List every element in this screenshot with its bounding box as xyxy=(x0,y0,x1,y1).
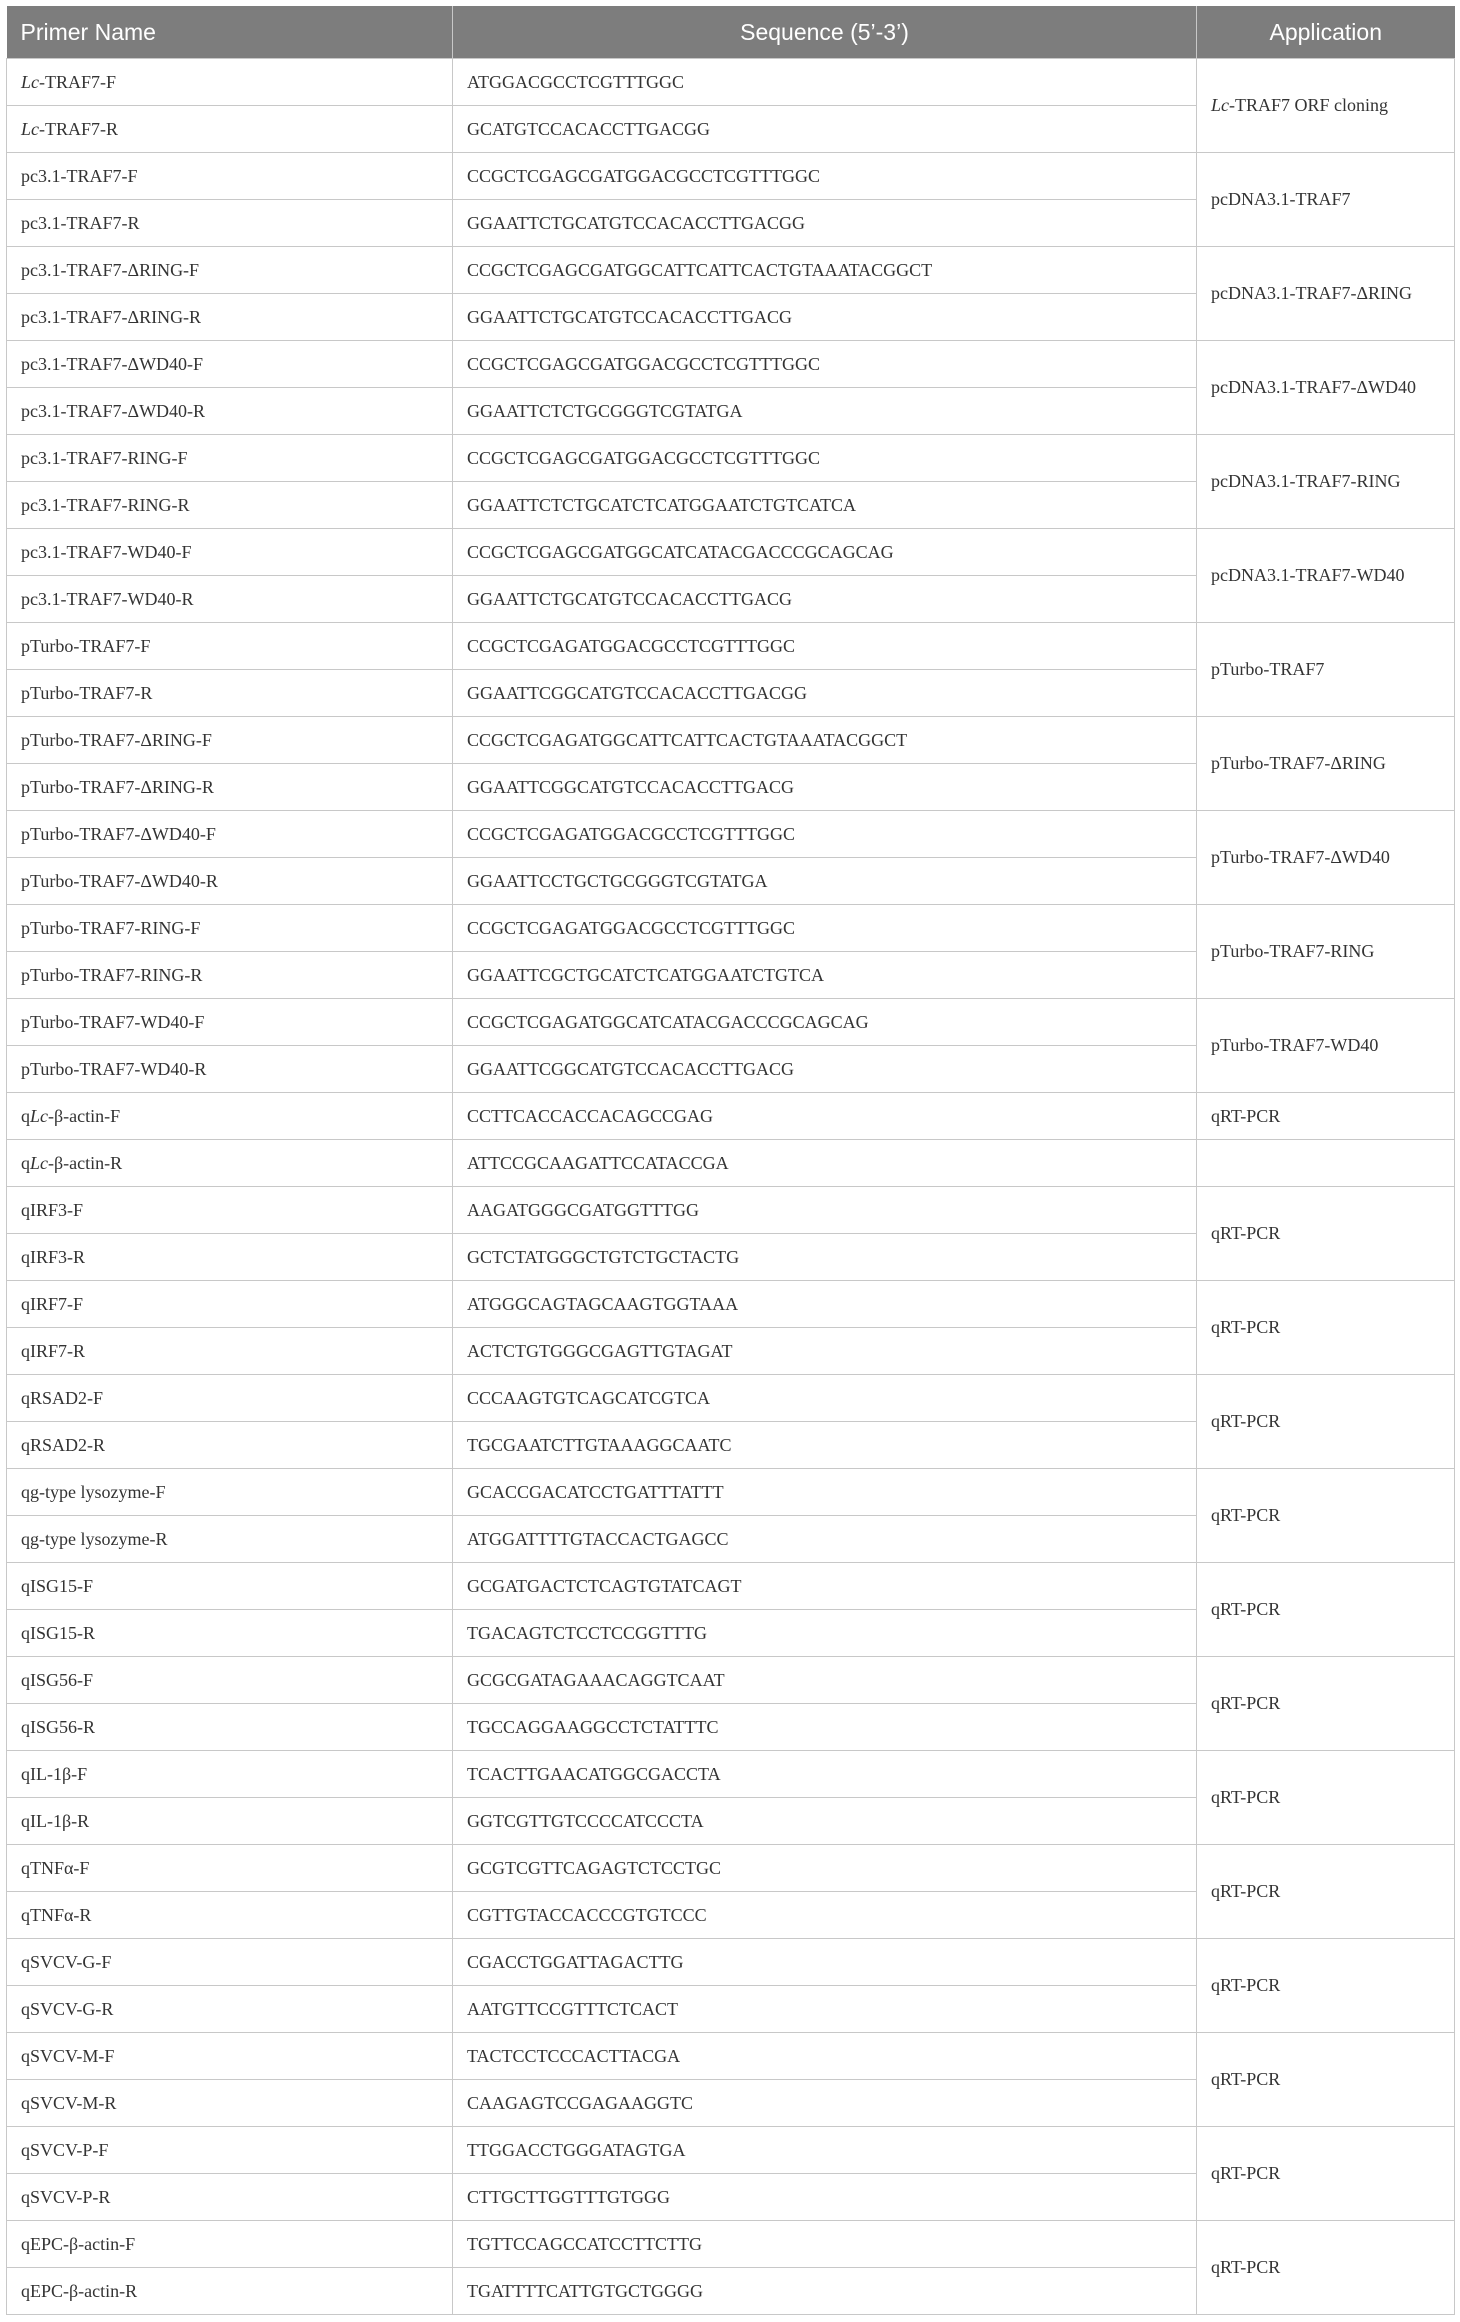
table-row xyxy=(7,59,1455,106)
primer-name-text: qRSAD2-F xyxy=(21,1387,104,1408)
application-text: qRT-PCR xyxy=(1211,1881,1281,1901)
application-text: -TRAF7 ORF cloning xyxy=(1229,95,1389,115)
primer-name-cell xyxy=(7,764,453,811)
primer-name-cell xyxy=(7,59,453,106)
primer-name-text: qISG56-R xyxy=(21,1716,96,1737)
primer-name-text: -β-actin-R xyxy=(48,1152,123,1173)
primer-name-cell xyxy=(7,717,453,764)
primer-name-cell xyxy=(7,2033,453,2080)
primer-name-cell xyxy=(7,341,453,388)
application-text: qRT-PCR xyxy=(1211,2163,1281,2183)
application-text: pTurbo-TRAF7-ΔWD40 xyxy=(1211,847,1390,867)
primer-name-cell xyxy=(7,153,453,200)
table-row xyxy=(7,1657,1455,1704)
application-text: pTurbo-TRAF7 xyxy=(1211,659,1325,679)
primer-name-text: qIRF3-R xyxy=(21,1246,86,1267)
sequence-cell: ATGGACGCCTCGTTTGGC xyxy=(453,59,1197,106)
primer-name-cell xyxy=(7,1986,453,2033)
table-row xyxy=(7,1281,1455,1328)
primer-name-text: -TRAF7-R xyxy=(39,118,119,139)
application-cell xyxy=(1197,1939,1455,2033)
sequence-cell: TCACTTGAACATGGCGACCTA xyxy=(453,1751,1197,1798)
sequence-cell: CCGCTCGAGATGGACGCCTCGTTTGGC xyxy=(453,905,1197,952)
primer-name-cell xyxy=(7,1657,453,1704)
table-row xyxy=(7,811,1455,858)
application-text: qRT-PCR xyxy=(1211,1317,1281,1337)
table-row xyxy=(7,1845,1455,1892)
primer-name-species: Lc xyxy=(30,1152,48,1173)
primer-name-cell xyxy=(7,670,453,717)
primer-name-cell xyxy=(7,1375,453,1422)
sequence-cell: GGAATTCTCTGCATCTCATGGAATCTGTCATCA xyxy=(453,482,1197,529)
application-text: pcDNA3.1-TRAF7-ΔWD40 xyxy=(1211,377,1417,397)
primer-name-cell xyxy=(7,1704,453,1751)
sequence-cell: CCGCTCGAGCGATGGCATCATACGACCCGCAGCAG xyxy=(453,529,1197,576)
primer-name-text: qSVCV-P-R xyxy=(21,2186,111,2207)
primer-name-text: pTurbo-TRAF7-RING-F xyxy=(21,917,201,938)
primer-name-cell xyxy=(7,1281,453,1328)
primer-name-species: Lc xyxy=(21,71,39,92)
primer-name-cell xyxy=(7,2127,453,2174)
primer-name-text: pTurbo-TRAF7-ΔRING-F xyxy=(21,729,212,750)
primer-name-cell xyxy=(7,1422,453,1469)
primer-name-text: pc3.1-TRAF7-F xyxy=(21,165,138,186)
application-text: qRT-PCR xyxy=(1211,1787,1281,1807)
sequence-cell: GGAATTCGGCATGTCCACACCTTGACGG xyxy=(453,670,1197,717)
primer-name-text: qTNFα-F xyxy=(21,1857,90,1878)
table-row xyxy=(7,2033,1455,2080)
column-header-sequence: Sequence (5’-3’) xyxy=(453,6,1197,59)
sequence-cell: TGATTTTCATTGTGCTGGGG xyxy=(453,2268,1197,2315)
application-cell xyxy=(1197,1751,1455,1845)
primer-name-text: qIL-1β-R xyxy=(21,1810,90,1831)
primer-name-text: pc3.1-TRAF7-WD40-R xyxy=(21,588,194,609)
primer-name-text: pc3.1-TRAF7-ΔRING-R xyxy=(21,306,202,327)
column-header-application: Application xyxy=(1197,6,1455,59)
sequence-cell: TGTTCCAGCCATCCTTCTTG xyxy=(453,2221,1197,2268)
primer-name-text: qg-type lysozyme-R xyxy=(21,1528,168,1549)
sequence-cell: CTTGCTTGGTTTGTGGG xyxy=(453,2174,1197,2221)
primer-name-text: qISG15-R xyxy=(21,1622,96,1643)
sequence-cell: GCATGTCCACACCTTGACGG xyxy=(453,106,1197,153)
sequence-cell: ACTCTGTGGGCGAGTTGTAGAT xyxy=(453,1328,1197,1375)
primer-name-text: qSVCV-G-R xyxy=(21,1998,114,2019)
application-cell xyxy=(1197,59,1455,153)
sequence-cell: GGAATTCTGCATGTCCACACCTTGACG xyxy=(453,576,1197,623)
sequence-cell: CGTTGTACCACCCGTGTCCC xyxy=(453,1892,1197,1939)
application-cell xyxy=(1197,905,1455,999)
application-text: qRT-PCR xyxy=(1211,1411,1281,1431)
primer-table xyxy=(6,6,1455,2315)
sequence-cell: TGCCAGGAAGGCCTCTATTTC xyxy=(453,1704,1197,1751)
table-row xyxy=(7,1469,1455,1516)
primer-name-prefix: q xyxy=(21,1105,30,1126)
sequence-cell: GCGTCGTTCAGAGTCTCCTGC xyxy=(453,1845,1197,1892)
primer-name-cell xyxy=(7,1751,453,1798)
sequence-cell: GGAATTCGGCATGTCCACACCTTGACG xyxy=(453,764,1197,811)
application-cell xyxy=(1197,2033,1455,2127)
primer-name-text: qg-type lysozyme-F xyxy=(21,1481,166,1502)
application-text: qRT-PCR xyxy=(1211,1505,1281,1525)
table-row xyxy=(7,905,1455,952)
application-cell xyxy=(1197,1375,1455,1469)
primer-name-cell xyxy=(7,811,453,858)
primer-name-text: -TRAF7-F xyxy=(39,71,117,92)
application-cell xyxy=(1197,1469,1455,1563)
table-row xyxy=(7,341,1455,388)
application-cell xyxy=(1197,1187,1455,1281)
primer-name-cell xyxy=(7,1610,453,1657)
application-text: pcDNA3.1-TRAF7-ΔRING xyxy=(1211,283,1413,303)
primer-name-text: pc3.1-TRAF7-ΔWD40-R xyxy=(21,400,206,421)
table-row xyxy=(7,999,1455,1046)
application-cell xyxy=(1197,529,1455,623)
table-row xyxy=(7,1751,1455,1798)
primer-name-cell xyxy=(7,1939,453,1986)
primer-name-cell xyxy=(7,1845,453,1892)
application-text: pcDNA3.1-TRAF7-WD40 xyxy=(1211,565,1405,585)
table-row xyxy=(7,1375,1455,1422)
primer-name-text: pTurbo-TRAF7-ΔRING-R xyxy=(21,776,214,797)
sequence-cell: TTGGACCTGGGATAGTGA xyxy=(453,2127,1197,2174)
sequence-cell: CGACCTGGATTAGACTTG xyxy=(453,1939,1197,1986)
primer-name-cell xyxy=(7,1046,453,1093)
application-cell xyxy=(1197,623,1455,717)
application-text: qRT-PCR xyxy=(1211,1599,1281,1619)
sequence-cell: CCGCTCGAGATGGCATCATACGACCCGCAGCAG xyxy=(453,999,1197,1046)
sequence-cell: CCCAAGTGTCAGCATCGTCA xyxy=(453,1375,1197,1422)
application-cell xyxy=(1197,2127,1455,2221)
primer-name-cell xyxy=(7,482,453,529)
primer-name-species: Lc xyxy=(21,118,39,139)
application-cell xyxy=(1197,999,1455,1093)
primer-name-text: pc3.1-TRAF7-RING-F xyxy=(21,447,188,468)
sequence-cell: ATGGATTTTGTACCACTGAGCC xyxy=(453,1516,1197,1563)
application-text: qRT-PCR xyxy=(1211,2069,1281,2089)
sequence-cell: GGTCGTTGTCCCCATCCCTA xyxy=(453,1798,1197,1845)
primer-name-text: qSVCV-G-F xyxy=(21,1951,112,1972)
primer-name-cell xyxy=(7,1187,453,1234)
primer-name-text: qIRF7-F xyxy=(21,1293,84,1314)
primer-name-cell xyxy=(7,1563,453,1610)
application-text: pcDNA3.1-TRAF7 xyxy=(1211,189,1351,209)
application-text: qRT-PCR xyxy=(1211,2257,1281,2277)
primer-name-cell xyxy=(7,858,453,905)
primer-name-cell xyxy=(7,952,453,999)
sequence-cell: AATGTTCCGTTTCTCACT xyxy=(453,1986,1197,2033)
table-body xyxy=(7,59,1455,2315)
primer-name-text: qRSAD2-R xyxy=(21,1434,106,1455)
primer-name-cell xyxy=(7,1234,453,1281)
table-row xyxy=(7,1563,1455,1610)
primer-name-cell xyxy=(7,435,453,482)
primer-name-text: qEPC-β-actin-F xyxy=(21,2233,136,2254)
primer-name-cell xyxy=(7,388,453,435)
column-header-primer-name: Primer Name xyxy=(7,6,453,59)
primer-name-cell xyxy=(7,2221,453,2268)
primer-name-text: pTurbo-TRAF7-ΔWD40-R xyxy=(21,870,218,891)
primer-name-text: pc3.1-TRAF7-WD40-F xyxy=(21,541,192,562)
application-cell xyxy=(1197,2221,1455,2315)
application-cell xyxy=(1197,341,1455,435)
table-header-row xyxy=(7,6,1455,59)
primer-name-text: pTurbo-TRAF7-F xyxy=(21,635,151,656)
primer-name-cell xyxy=(7,247,453,294)
table-row xyxy=(7,1093,1455,1140)
sequence-cell: GCACCGACATCCTGATTTATTT xyxy=(453,1469,1197,1516)
application-cell xyxy=(1197,1140,1455,1187)
primer-name-cell xyxy=(7,576,453,623)
primer-name-cell xyxy=(7,529,453,576)
primer-name-cell xyxy=(7,1469,453,1516)
sequence-cell: CCGCTCGAGATGGACGCCTCGTTTGGC xyxy=(453,623,1197,670)
primer-name-text: qEPC-β-actin-R xyxy=(21,2280,138,2301)
primer-name-text: pTurbo-TRAF7-WD40-R xyxy=(21,1058,207,1079)
primer-name-prefix: q xyxy=(21,1152,30,1173)
primer-name-cell xyxy=(7,623,453,670)
primer-name-text: qTNFα-R xyxy=(21,1904,92,1925)
sequence-cell: GGAATTCTCTGCGGGTCGTATGA xyxy=(453,388,1197,435)
sequence-cell: CCGCTCGAGCGATGGACGCCTCGTTTGGC xyxy=(453,341,1197,388)
sequence-cell: GGAATTCTGCATGTCCACACCTTGACGG xyxy=(453,200,1197,247)
primer-name-cell xyxy=(7,2268,453,2315)
primer-name-text: qSVCV-P-F xyxy=(21,2139,109,2160)
primer-table-container xyxy=(6,6,1454,2315)
sequence-cell: ATTCCGCAAGATTCCATACCGA xyxy=(453,1140,1197,1187)
primer-name-cell xyxy=(7,1798,453,1845)
application-text: pTurbo-TRAF7-RING xyxy=(1211,941,1375,961)
sequence-cell: GGAATTCCTGCTGCGGGTCGTATGA xyxy=(453,858,1197,905)
table-row xyxy=(7,1187,1455,1234)
application-text: pcDNA3.1-TRAF7-RING xyxy=(1211,471,1401,491)
application-cell xyxy=(1197,1093,1455,1140)
sequence-cell: CAAGAGTCCGAGAAGGTC xyxy=(453,2080,1197,2127)
primer-name-cell xyxy=(7,1140,453,1187)
application-cell xyxy=(1197,153,1455,247)
primer-name-text: pTurbo-TRAF7-ΔWD40-F xyxy=(21,823,216,844)
primer-name-cell xyxy=(7,1093,453,1140)
primer-name-text: pc3.1-TRAF7-ΔRING-F xyxy=(21,259,200,280)
sequence-cell: CCGCTCGAGCGATGGACGCCTCGTTTGGC xyxy=(453,153,1197,200)
application-text: qRT-PCR xyxy=(1211,1223,1281,1243)
application-cell xyxy=(1197,1281,1455,1375)
primer-name-text: pc3.1-TRAF7-ΔWD40-F xyxy=(21,353,204,374)
primer-name-text: qSVCV-M-F xyxy=(21,2045,115,2066)
primer-name-cell xyxy=(7,1892,453,1939)
primer-name-text: -β-actin-F xyxy=(48,1105,121,1126)
sequence-cell: GGAATTCGGCATGTCCACACCTTGACG xyxy=(453,1046,1197,1093)
application-text: qRT-PCR xyxy=(1211,1693,1281,1713)
table-row xyxy=(7,2127,1455,2174)
primer-name-text: qIRF3-F xyxy=(21,1199,84,1220)
application-cell xyxy=(1197,1563,1455,1657)
sequence-cell: TGCGAATCTTGTAAAGGCAATC xyxy=(453,1422,1197,1469)
table-row xyxy=(7,529,1455,576)
primer-name-cell xyxy=(7,2174,453,2221)
sequence-cell: TGACAGTCTCCTCCGGTTTG xyxy=(453,1610,1197,1657)
primer-name-text: qIL-1β-F xyxy=(21,1763,88,1784)
application-text: qRT-PCR xyxy=(1211,1105,1281,1126)
table-row xyxy=(7,247,1455,294)
sequence-cell: CCGCTCGAGCGATGGCATTCATTCACTGTAAATACGGCT xyxy=(453,247,1197,294)
application-cell xyxy=(1197,717,1455,811)
primer-name-text: pTurbo-TRAF7-R xyxy=(21,682,153,703)
sequence-cell: GCTCTATGGGCTGTCTGCTACTG xyxy=(453,1234,1197,1281)
sequence-cell: CCGCTCGAGATGGCATTCATTCACTGTAAATACGGCT xyxy=(453,717,1197,764)
application-cell xyxy=(1197,1657,1455,1751)
table-row xyxy=(7,1939,1455,1986)
sequence-cell: TACTCCTCCCACTTACGA xyxy=(453,2033,1197,2080)
application-text: pTurbo-TRAF7-WD40 xyxy=(1211,1035,1379,1055)
application-cell xyxy=(1197,1845,1455,1939)
sequence-cell: GCGCGATAGAAACAGGTCAAT xyxy=(453,1657,1197,1704)
primer-name-text: pc3.1-TRAF7-R xyxy=(21,212,140,233)
sequence-cell: CCTTCACCACCACAGCCGAG xyxy=(453,1093,1197,1140)
table-row xyxy=(7,1140,1455,1187)
application-text: qRT-PCR xyxy=(1211,1975,1281,1995)
primer-name-text: qISG15-F xyxy=(21,1575,94,1596)
primer-name-text: pTurbo-TRAF7-RING-R xyxy=(21,964,203,985)
sequence-cell: CCGCTCGAGCGATGGACGCCTCGTTTGGC xyxy=(453,435,1197,482)
primer-name-cell xyxy=(7,905,453,952)
primer-name-cell xyxy=(7,106,453,153)
primer-name-cell xyxy=(7,1328,453,1375)
primer-name-species: Lc xyxy=(30,1105,48,1126)
table-row xyxy=(7,153,1455,200)
sequence-cell: GGAATTCGCTGCATCTCATGGAATCTGTCA xyxy=(453,952,1197,999)
primer-name-cell xyxy=(7,999,453,1046)
primer-name-text: qISG56-F xyxy=(21,1669,94,1690)
sequence-cell: AAGATGGGCGATGGTTTGG xyxy=(453,1187,1197,1234)
sequence-cell: CCGCTCGAGATGGACGCCTCGTTTGGC xyxy=(453,811,1197,858)
sequence-cell: GGAATTCTGCATGTCCACACCTTGACG xyxy=(453,294,1197,341)
primer-name-text: qSVCV-M-R xyxy=(21,2092,117,2113)
application-cell xyxy=(1197,435,1455,529)
primer-name-text: pc3.1-TRAF7-RING-R xyxy=(21,494,190,515)
primer-name-cell xyxy=(7,294,453,341)
primer-name-cell xyxy=(7,200,453,247)
sequence-cell: GCGATGACTCTCAGTGTATCAGT xyxy=(453,1563,1197,1610)
application-species: Lc xyxy=(1211,95,1229,115)
table-row xyxy=(7,2221,1455,2268)
primer-name-cell xyxy=(7,2080,453,2127)
application-cell xyxy=(1197,811,1455,905)
table-row xyxy=(7,717,1455,764)
table-row xyxy=(7,623,1455,670)
sequence-cell: ATGGGCAGTAGCAAGTGGTAAA xyxy=(453,1281,1197,1328)
table-row xyxy=(7,435,1455,482)
primer-name-text: pTurbo-TRAF7-WD40-F xyxy=(21,1011,205,1032)
application-cell xyxy=(1197,247,1455,341)
primer-name-cell xyxy=(7,1516,453,1563)
primer-name-text: qIRF7-R xyxy=(21,1340,86,1361)
application-text: pTurbo-TRAF7-ΔRING xyxy=(1211,753,1386,773)
